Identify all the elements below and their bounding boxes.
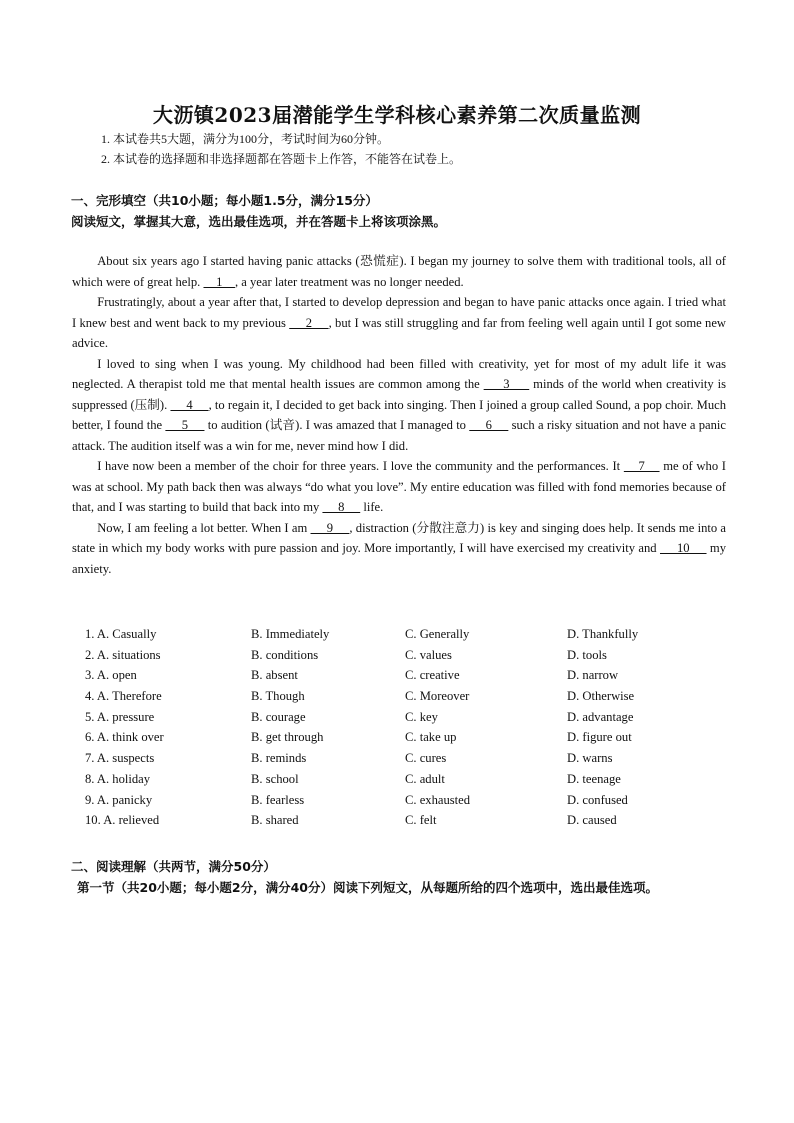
option-d: D. confused bbox=[567, 792, 628, 807]
option-d: D. figure out bbox=[567, 730, 632, 745]
option-b: B. school bbox=[251, 771, 299, 786]
option-c: C. felt bbox=[405, 813, 437, 828]
option-d: D. warns bbox=[567, 751, 613, 766]
blank-7: 7 bbox=[623, 459, 660, 473]
option-a: 5. A. pressure bbox=[85, 709, 155, 724]
option-c: C. cures bbox=[405, 751, 447, 766]
option-row-4 bbox=[85, 686, 725, 707]
option-c: C. take up bbox=[405, 730, 457, 745]
exam-notes bbox=[101, 129, 461, 169]
option-a: 1. A. Casually bbox=[85, 627, 157, 641]
option-a: 9. A. panicky bbox=[85, 792, 153, 807]
option-b: B. conditions bbox=[251, 647, 319, 662]
option-a: 3. A. open bbox=[85, 668, 137, 683]
option-b: B. Immediately bbox=[251, 627, 330, 641]
blank-4: 4 bbox=[170, 397, 209, 412]
note-2: 2. 本试卷的选择题和非选择题都在答题卡上作答，不能答在试卷上。 bbox=[101, 152, 462, 166]
option-d: D. teenage bbox=[567, 771, 621, 786]
option-a: 2. A. situations bbox=[85, 647, 161, 662]
option-c: C. key bbox=[405, 709, 438, 724]
passage-paragraph-1: About six years ago I started having panic attacks (恐慌症). I began my journey to solve them with traditional tools, all of which were of great help. 1 , a year later treatment was no longer needed. bbox=[72, 254, 726, 289]
option-a: 7. A. suspects bbox=[85, 751, 155, 766]
option-c: C. Generally bbox=[405, 627, 470, 641]
blank-10: 10 bbox=[660, 541, 707, 555]
option-b: B. get through bbox=[251, 730, 324, 745]
cloze-passage bbox=[72, 251, 726, 579]
option-row-7 bbox=[85, 748, 725, 769]
section1-instruction: 阅读短文，掌握其大意，选出最佳选项，并在答题卡上将该项涂黑。 bbox=[71, 214, 447, 229]
option-c: C. exhausted bbox=[405, 792, 471, 807]
section2-heading: 二、阅读理解（共两节，满分50分） bbox=[71, 859, 276, 874]
passage-paragraph-2: Frustratingly, about a year after that, I started to develop depression and began to have panic attacks once again. I tried what I knew best and went back to my previous 2 , but I was still struggling and far from feeling well again until I got some new advice. bbox=[72, 295, 727, 350]
passage-paragraph-3: I loved to sing when I was young. My childhood had been filled with creativity, yet for most of my adult life it was neglected. A therapist told me that mental health issues are common among the 3 minds of the world when creativity is suppressed (压制). 4 , to regain it, I decided to get back into singing. Then I joined a group called Sound, a pop choir. Much better, I found the 5 to audition (试音). I was amazed that I managed to 6 such a risky situation and not have a panic attack. The audition itself was a win for me, never mind how I did. bbox=[72, 356, 726, 453]
option-d: D. tools bbox=[567, 647, 607, 662]
option-d: D. Thankfully bbox=[567, 627, 639, 641]
blank-6: 6 bbox=[469, 418, 509, 432]
blank-1: 1 bbox=[203, 274, 235, 289]
option-d: D. caused bbox=[567, 813, 617, 828]
blank-3: 3 bbox=[483, 377, 530, 391]
option-row-6 bbox=[85, 727, 725, 748]
option-row-1 bbox=[85, 624, 725, 645]
option-row-3 bbox=[85, 665, 725, 686]
blank-2: 2 bbox=[289, 315, 329, 330]
option-c: C. Moreover bbox=[405, 689, 470, 704]
option-row-10 bbox=[85, 810, 725, 831]
blank-5: 5 bbox=[165, 418, 205, 432]
blank-8: 8 bbox=[322, 500, 361, 514]
option-b: B. fearless bbox=[251, 792, 305, 807]
option-row-9 bbox=[85, 790, 725, 811]
option-b: B. absent bbox=[251, 668, 298, 683]
section2-subheading: 第一节（共20小题；每小题2分，满分40分）阅读下列短文，从每题所给的四个选项中，选出最佳选项。 bbox=[77, 880, 658, 895]
option-c: C. values bbox=[405, 647, 452, 662]
option-d: D. Otherwise bbox=[567, 689, 635, 704]
option-a: 6. A. think over bbox=[85, 730, 164, 745]
note-1: 1. 本试卷共5大题，满分为100分，考试时间为60分钟。 bbox=[101, 132, 390, 146]
option-b: B. reminds bbox=[251, 751, 307, 766]
passage-paragraph-4: I have now been a member of the choir for three years. I love the community and the performances. It 7 me of who I was at school. My path back then was always “do what you love”. My entire education was filled with fond memories because of that, and I was starting to build that back into my 8 life. bbox=[72, 459, 726, 514]
exam-title: 大沥镇2023届潜能学生学科核心素养第二次质量监测 bbox=[152, 103, 642, 127]
option-c: C. creative bbox=[405, 668, 460, 683]
answer-options bbox=[85, 624, 725, 831]
option-b: B. courage bbox=[251, 709, 306, 724]
option-a: 4. A. Therefore bbox=[85, 689, 162, 704]
section1-heading: 一、完形填空（共10小题；每小题1.5分，满分15分） bbox=[71, 193, 378, 208]
option-b: B. Though bbox=[251, 689, 305, 704]
option-b: B. shared bbox=[251, 813, 299, 828]
option-c: C. adult bbox=[405, 771, 445, 786]
option-row-8 bbox=[85, 769, 725, 790]
option-a: 10. A. relieved bbox=[85, 813, 160, 828]
option-d: D. narrow bbox=[567, 668, 619, 683]
passage-paragraph-5: Now, I am feeling a lot better. When I am 9 , distraction (分散注意力) is key and singing does help. It sends me into a state in which my body works with pure passion and joy. More importantly, I will have exercised my creativity and 10 my anxiety. bbox=[72, 520, 727, 576]
option-row-5 bbox=[85, 707, 725, 728]
option-row-2 bbox=[85, 645, 725, 666]
option-d: D. advantage bbox=[567, 709, 634, 724]
blank-9: 9 bbox=[310, 520, 350, 535]
option-a: 8. A. holiday bbox=[85, 771, 151, 786]
